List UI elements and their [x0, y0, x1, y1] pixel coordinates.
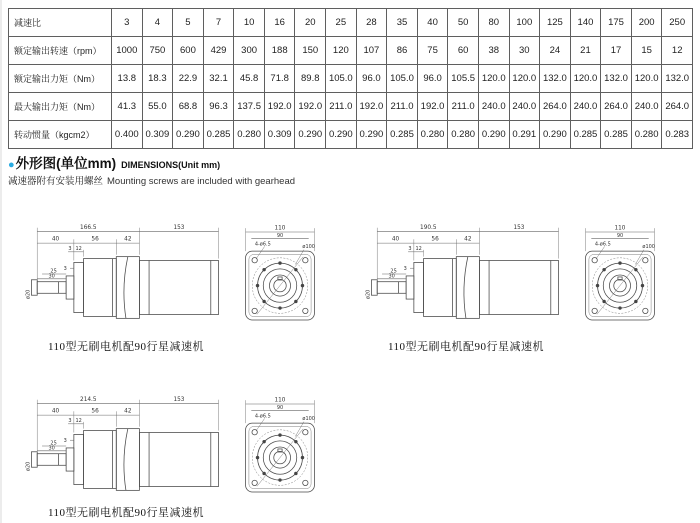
spec-cell: 96.3: [203, 93, 234, 121]
note-zh: 减速器附有安装用螺丝: [8, 176, 104, 187]
spec-cell: 0.291: [509, 121, 540, 149]
spec-row: [9, 93, 693, 121]
spec-cell: 264.0: [662, 93, 693, 121]
dim-label: 30: [388, 273, 395, 280]
circle-label: ø100: [642, 244, 655, 251]
dim-label: 30: [48, 445, 55, 452]
row-label: 最大输出力矩（Nm）: [9, 93, 112, 121]
spec-cell: 0.285: [387, 121, 418, 149]
spec-cell: 16: [264, 9, 295, 37]
note-en: Mounting screws are included with gearhead: [107, 176, 296, 187]
dim-label: 40: [51, 236, 60, 243]
spec-cell: 89.8: [295, 65, 326, 93]
holes-label: 4-ø6.5: [594, 241, 611, 248]
spec-cell: 41.3: [112, 93, 143, 121]
dim-label: 153: [513, 225, 525, 232]
spec-cell: 0.400: [112, 121, 143, 149]
row-label: 减速比: [9, 9, 112, 37]
dim-label: 42: [464, 236, 472, 243]
dim-label: 214.5: [80, 397, 97, 404]
spec-cell: 20: [295, 9, 326, 37]
dim-label: 30: [48, 273, 55, 280]
spec-cell: 0.280: [631, 121, 662, 149]
spec-cell: 192.0: [417, 93, 448, 121]
spec-cell: 0.280: [417, 121, 448, 149]
dim-label: 90: [616, 233, 624, 240]
spec-cell: 32.1: [203, 65, 234, 93]
spec-cell: 192.0: [295, 93, 326, 121]
drawing-side-view-1: [18, 220, 230, 328]
flange-outline: [586, 251, 655, 320]
flange-dimensions: [246, 398, 315, 437]
spec-cell: 240.0: [570, 93, 601, 121]
spec-cell: 40: [417, 9, 448, 37]
dim-label: 110: [614, 225, 626, 232]
spec-cell: 0.280: [448, 121, 479, 149]
spec-cell: 96.0: [356, 65, 387, 93]
side-view-outline: [31, 429, 218, 491]
dim-label: 90: [276, 405, 284, 412]
spec-cell: 192.0: [264, 93, 295, 121]
spec-cell: 120.0: [570, 65, 601, 93]
drawing-caption-2: 110型无刷电机配90行星减速机: [387, 341, 545, 353]
dim-label: 3: [68, 417, 72, 424]
side-view-outline: [371, 257, 558, 319]
spec-cell: 120.0: [509, 65, 540, 93]
spec-cell: 100: [509, 9, 540, 37]
spec-cell: 600: [173, 37, 204, 65]
dim-label: 56: [91, 408, 99, 415]
dim-label: 153: [173, 397, 185, 404]
spec-cell: 60: [448, 37, 479, 65]
dim-label: 56: [91, 236, 99, 243]
spec-cell: 0.309: [142, 121, 173, 149]
spec-cell: 12: [662, 37, 693, 65]
spec-cell: 0.309: [264, 121, 295, 149]
drawing-caption-1: 110型无刷电机配90行星减速机: [47, 341, 205, 353]
spec-cell: 137.5: [234, 93, 265, 121]
dimension-lines: [26, 225, 219, 299]
dim-label: 40: [391, 236, 400, 243]
spec-cell: 0.283: [662, 121, 693, 149]
spec-cell: 25: [326, 9, 357, 37]
spec-cell: 5: [173, 9, 204, 37]
row-label: 转动惯量（kgcm2）: [9, 121, 112, 149]
spec-cell: 71.8: [264, 65, 295, 93]
spec-cell: 105.5: [448, 65, 479, 93]
drawing-front-view-1: [236, 222, 324, 330]
drawing-side-view-3: [18, 392, 230, 500]
side-view-outline: [31, 257, 218, 319]
dim-label: 12: [415, 245, 422, 252]
dim-label: 90: [276, 233, 284, 240]
dimension-lines: [26, 397, 219, 471]
spec-cell: 0.290: [173, 121, 204, 149]
dim-label: 190.5: [420, 225, 437, 232]
dim-label: 25: [50, 440, 57, 447]
spec-row: [9, 65, 693, 93]
spec-cell: 38: [478, 37, 509, 65]
spec-cell: 150: [295, 37, 326, 65]
dimension-lines: [366, 225, 559, 299]
section-heading: [8, 152, 220, 172]
dim-label: 3: [63, 266, 67, 273]
dim-label: 110: [274, 397, 286, 404]
dim-label: 42: [124, 408, 132, 415]
dim-label: 166.5: [80, 225, 97, 232]
spec-cell: 0.290: [295, 121, 326, 149]
spec-cell: 120.0: [631, 65, 662, 93]
spec-cell: 264.0: [540, 93, 571, 121]
dim-label: 3: [403, 266, 407, 273]
spec-cell: 86: [387, 37, 418, 65]
spec-cell: 0.290: [356, 121, 387, 149]
flange-dimensions: [586, 226, 655, 265]
dim-label: 25: [390, 268, 397, 275]
spec-cell: 0.290: [478, 121, 509, 149]
spec-cell: 1000: [112, 37, 143, 65]
spec-cell: 120.0: [478, 65, 509, 93]
spec-cell: 120: [326, 37, 357, 65]
spec-cell: 68.8: [173, 93, 204, 121]
row-label: 额定输出力矩（Nm）: [9, 65, 112, 93]
spec-row: [9, 121, 693, 149]
spec-cell: 0.290: [540, 121, 571, 149]
spec-cell: 18.3: [142, 65, 173, 93]
spec-cell: 140: [570, 9, 601, 37]
bullet-icon: ●: [8, 159, 15, 171]
circle-label: ø100: [302, 244, 315, 251]
spec-cell: 105.0: [326, 65, 357, 93]
spec-cell: 15: [631, 37, 662, 65]
section-title-zh: 外形图(单位mm): [15, 156, 117, 171]
spec-row: [9, 37, 693, 65]
dim-label: 40: [51, 408, 60, 415]
dim-label: 3: [408, 245, 412, 252]
spec-cell: 0.285: [570, 121, 601, 149]
dim-label: 110: [274, 225, 286, 232]
spec-cell: 192.0: [356, 93, 387, 121]
spec-cell: 3: [112, 9, 143, 37]
flange-outline: [246, 423, 315, 492]
spec-table: [8, 8, 693, 149]
shaft-diameter-label: ø20: [25, 461, 32, 472]
spec-cell: 175: [601, 9, 632, 37]
spec-cell: 750: [142, 37, 173, 65]
dim-label: 12: [75, 245, 82, 252]
dim-label: 56: [431, 236, 439, 243]
spec-cell: 45.8: [234, 65, 265, 93]
spec-cell: 28: [356, 9, 387, 37]
spec-cell: 0.285: [203, 121, 234, 149]
spec-cell: 22.9: [173, 65, 204, 93]
spec-cell: 0.290: [326, 121, 357, 149]
spec-cell: 250: [662, 9, 693, 37]
spec-cell: 240.0: [478, 93, 509, 121]
spec-cell: 188: [264, 37, 295, 65]
spec-cell: 132.0: [540, 65, 571, 93]
spec-cell: 300: [234, 37, 265, 65]
spec-cell: 75: [417, 37, 448, 65]
spec-cell: 264.0: [601, 93, 632, 121]
spec-cell: 24: [540, 37, 571, 65]
dim-label: 42: [124, 236, 132, 243]
spec-cell: 211.0: [387, 93, 418, 121]
spec-cell: 125: [540, 9, 571, 37]
spec-cell: 17: [601, 37, 632, 65]
spec-cell: 21: [570, 37, 601, 65]
flange-dimensions: [246, 226, 315, 265]
spec-cell: 80: [478, 9, 509, 37]
holes-label: 4-ø6.5: [254, 413, 271, 420]
spec-cell: 35: [387, 9, 418, 37]
spec-cell: 4: [142, 9, 173, 37]
shaft-diameter-label: ø20: [25, 289, 32, 300]
drawing-side-view-2: [358, 220, 570, 328]
dim-label: 25: [50, 268, 57, 275]
spec-cell: 429: [203, 37, 234, 65]
row-label: 额定输出转速（rpm）: [9, 37, 112, 65]
holes-label: 4-ø6.5: [254, 241, 271, 248]
spec-cell: 132.0: [601, 65, 632, 93]
spec-cell: 132.0: [662, 65, 693, 93]
ratio-header-row: [9, 9, 693, 37]
spec-cell: 211.0: [326, 93, 357, 121]
dim-label: 3: [63, 438, 67, 445]
spec-cell: 55.0: [142, 93, 173, 121]
spec-cell: 240.0: [509, 93, 540, 121]
shaft-diameter-label: ø20: [365, 289, 372, 300]
section-note: [8, 173, 295, 187]
circle-label: ø100: [302, 416, 315, 423]
spec-cell: 30: [509, 37, 540, 65]
spec-cell: 200: [631, 9, 662, 37]
spec-cell: 96.0: [417, 65, 448, 93]
spec-cell: 0.280: [234, 121, 265, 149]
drawing-front-view-3: [236, 394, 324, 502]
drawing-front-view-2: [576, 222, 664, 330]
drawing-caption-3: 110型无刷电机配90行星减速机: [47, 507, 205, 519]
spec-cell: 13.8: [112, 65, 143, 93]
spec-cell: 0.285: [601, 121, 632, 149]
flange-outline: [246, 251, 315, 320]
dim-label: 153: [173, 225, 185, 232]
spec-cell: 211.0: [448, 93, 479, 121]
spec-cell: 50: [448, 9, 479, 37]
spec-cell: 240.0: [631, 93, 662, 121]
section-title-en: DIMENSIONS(Unit mm): [121, 160, 221, 170]
spec-cell: 107: [356, 37, 387, 65]
spec-cell: 7: [203, 9, 234, 37]
spec-cell: 10: [234, 9, 265, 37]
dim-label: 3: [68, 245, 72, 252]
dim-label: 12: [75, 417, 82, 424]
spec-cell: 105.0: [387, 65, 418, 93]
